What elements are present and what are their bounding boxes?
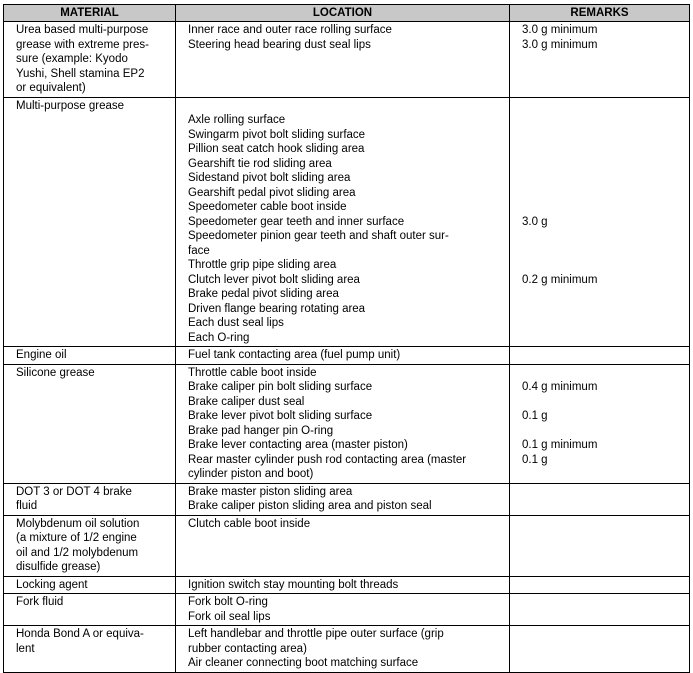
- material-line: Fork fluid: [16, 596, 64, 608]
- material-line: Engine oil: [16, 349, 67, 361]
- remarks-line: [522, 424, 689, 439]
- table-row: [4, 97, 690, 347]
- remarks-line: 3.0 g minimum: [522, 38, 598, 51]
- material-cell: [4, 364, 176, 483]
- location-cell: [176, 364, 510, 483]
- location-line: Fork oil seal lips: [188, 610, 271, 623]
- location-line: Left handlebar and throttle pipe outer surface (grip: [188, 628, 444, 640]
- material-line: DOT 3 or DOT 4 brake: [16, 485, 132, 498]
- location-line: Brake pedal pivot sliding area: [188, 288, 339, 300]
- material-cell: [4, 626, 176, 673]
- location-line: Clutch cable boot inside: [188, 517, 311, 530]
- table-row: [4, 347, 690, 365]
- location-cell: [176, 626, 510, 673]
- remarks-line: [522, 171, 689, 186]
- remarks-line: [522, 186, 689, 201]
- table-row: [4, 364, 690, 483]
- location-line: face: [188, 244, 210, 257]
- location-line: Air cleaner connecting boot matching surface: [188, 657, 419, 669]
- location-line: Each dust seal lips: [188, 317, 284, 329]
- location-line: Speedometer pinion gear teeth and shaft outer sur-: [188, 230, 449, 242]
- location-line: Sidestand pivot bolt sliding area: [188, 172, 351, 184]
- remarks-line: 3.0 g minimum: [522, 24, 598, 36]
- material-line: Yushi, Shell stamina EP2: [16, 67, 145, 80]
- location-line: Brake pad hanger pin O-ring: [188, 424, 334, 437]
- material-line: oil and 1/2 molybdenum: [16, 546, 139, 559]
- lubrication-table: [3, 4, 690, 673]
- remarks-cell: [510, 364, 690, 483]
- remarks-cell: [510, 594, 690, 626]
- material-line: or equivalent): [16, 82, 86, 94]
- material-line: Molybdenum oil solution: [16, 517, 140, 530]
- location-line: Throttle grip pipe sliding area: [188, 259, 337, 271]
- remarks-line: 0.1 g: [522, 410, 548, 422]
- remarks-cell: [510, 97, 690, 347]
- location-line: Brake master piston sliding area: [188, 485, 353, 498]
- remarks-cell: [510, 347, 690, 365]
- material-line: fluid: [16, 500, 38, 512]
- location-line: Ignition switch stay mounting bolt threads: [188, 578, 399, 591]
- remarks-line: 0.4 g minimum: [522, 381, 598, 393]
- remarks-line: 0.2 g minimum: [522, 273, 598, 286]
- material-line: Multi-purpose grease: [16, 99, 125, 112]
- lubrication-table-document: [3, 4, 689, 673]
- location-cell: [176, 22, 510, 98]
- remarks-line: [522, 128, 689, 143]
- material-line: lent: [16, 642, 35, 655]
- location-cell: [176, 594, 510, 626]
- location-line: Brake caliper pin bolt sliding surface: [188, 381, 373, 393]
- location-line: Speedometer gear teeth and inner surface: [188, 215, 405, 228]
- material-cell: [4, 347, 176, 365]
- remarks-line: [522, 229, 689, 244]
- remarks-cell: [510, 483, 690, 515]
- remarks-line: [522, 142, 689, 157]
- location-line: Brake caliper piston sliding area and piston seal: [188, 500, 432, 512]
- table-body: [4, 22, 690, 673]
- location-cell: [176, 515, 510, 576]
- location-line: Brake caliper dust seal: [188, 395, 305, 408]
- material-line: Urea based multi-purpose: [16, 24, 149, 36]
- material-cell: [4, 22, 176, 98]
- location-cell: [176, 576, 510, 594]
- location-line: Axle rolling surface: [188, 114, 286, 126]
- location-line: Gearshift tie rod sliding area: [188, 157, 332, 170]
- remarks-line: 3.0 g: [522, 215, 548, 228]
- remarks-cell: [510, 515, 690, 576]
- material-line: sure (example: Kyodo: [16, 53, 128, 65]
- remarks-line: [522, 258, 689, 273]
- location-cell: [176, 483, 510, 515]
- material-line: Locking agent: [16, 578, 88, 591]
- table-row: [4, 576, 690, 594]
- location-line: Clutch lever pivot bolt sliding area: [188, 273, 360, 286]
- location-line: Gearshift pedal pivot sliding area: [188, 186, 356, 199]
- material-cell: [4, 97, 176, 347]
- location-line: Pillion seat catch hook sliding area: [188, 143, 365, 155]
- remarks-cell: [510, 22, 690, 98]
- location-line: Swingarm pivot bolt sliding surface: [188, 128, 366, 141]
- material-line: (a mixture of 1/2 engine: [16, 532, 137, 544]
- location-line: cylinder piston and boot): [188, 468, 314, 480]
- table-row: [4, 515, 690, 576]
- remarks-line: [522, 99, 689, 114]
- location-line: Steering head bearing dust seal lips: [188, 38, 371, 51]
- remarks-cell: [510, 576, 690, 594]
- remarks-line: [522, 366, 689, 381]
- material-line: Silicone grease: [16, 366, 95, 379]
- remarks-line: [522, 244, 689, 259]
- remarks-line: [522, 113, 689, 128]
- location-cell: [176, 347, 510, 365]
- remarks-line: 0.1 g: [522, 453, 548, 466]
- material-line: Honda Bond A or equiva-: [16, 628, 144, 640]
- location-line: Each O-ring: [188, 331, 250, 344]
- location-line: Fuel tank contacting area (fuel pump unit): [188, 349, 401, 361]
- table-row: [4, 483, 690, 515]
- material-line: grease with extreme pres-: [16, 38, 149, 51]
- location-line: Brake lever contacting area (master piston): [188, 439, 408, 451]
- remarks-line: [522, 157, 689, 172]
- material-cell: [4, 576, 176, 594]
- location-line: rubber contacting area): [188, 642, 307, 655]
- table-row: [4, 22, 690, 98]
- location-line: Brake lever pivot bolt sliding surface: [188, 410, 373, 422]
- remarks-cell: [510, 626, 690, 673]
- remarks-line: [522, 395, 689, 410]
- table-row: [4, 594, 690, 626]
- location-line: Rear master cylinder push rod contacting area (master: [188, 453, 467, 466]
- material-line: disulfide grease): [16, 561, 101, 573]
- material-cell: [4, 515, 176, 576]
- header-remarks: REMARKS: [510, 5, 690, 22]
- table-row: [4, 626, 690, 673]
- header-location: LOCATION: [176, 5, 510, 22]
- header-material: MATERIAL: [4, 5, 176, 22]
- location-line: [188, 99, 509, 114]
- location-line: Speedometer cable boot inside: [188, 201, 347, 213]
- location-line: Fork bolt O-ring: [188, 596, 268, 608]
- material-cell: [4, 594, 176, 626]
- material-cell: [4, 483, 176, 515]
- location-line: Throttle cable boot inside: [188, 366, 317, 379]
- header-row: [4, 5, 690, 22]
- location-line: Inner race and outer race rolling surface: [188, 24, 392, 36]
- location-line: Driven flange bearing rotating area: [188, 302, 366, 315]
- remarks-line: 0.1 g minimum: [522, 439, 598, 451]
- remarks-line: [522, 200, 689, 215]
- location-cell: [176, 97, 510, 347]
